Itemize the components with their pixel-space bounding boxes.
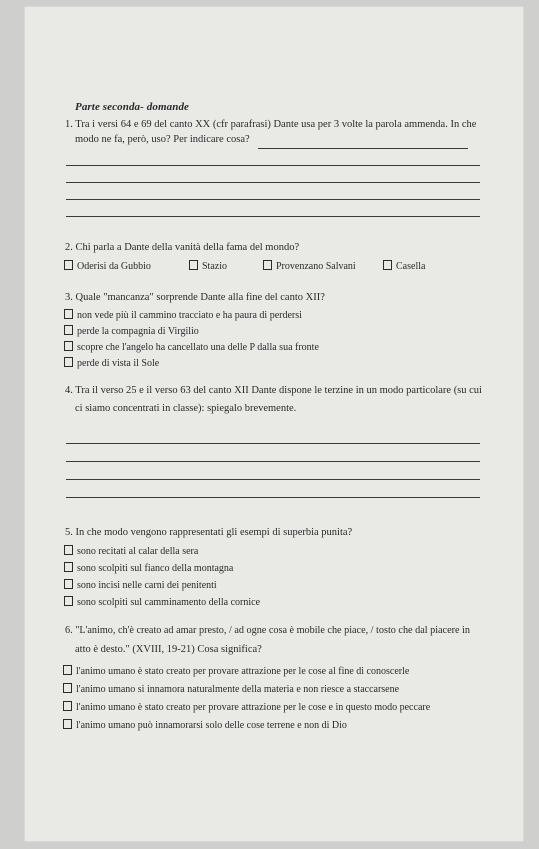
- option-3a[interactable]: [64, 309, 302, 322]
- checkbox[interactable]: [63, 683, 72, 693]
- question-6-line-2: atto è desto." (XVIII, 19-21) Cosa significa?: [75, 644, 262, 655]
- option-2c[interactable]: [263, 260, 356, 272]
- option-6d[interactable]: [63, 719, 347, 732]
- option-label: sono scolpiti sul camminamento della cornice: [77, 597, 261, 608]
- question-1-line-1: 1. Tra i versi 64 e 69 del canto XX (cfr parafrasi) Dante usa per 3 volte la parola ammenda. In che: [65, 119, 477, 130]
- option-3c[interactable]: [64, 341, 319, 354]
- option-2b[interactable]: [189, 260, 227, 272]
- answer-line[interactable]: [66, 461, 480, 462]
- checkbox[interactable]: [64, 260, 73, 270]
- checkbox[interactable]: [63, 701, 72, 711]
- checkbox[interactable]: [189, 260, 198, 270]
- option-label: l'animo umano è stato creato per provare attrazione per le cose al fine di conoscerle: [76, 666, 410, 677]
- option-6c[interactable]: [63, 701, 430, 714]
- question-1-line-2: modo ne fa, però, uso? Per indicare cosa?: [75, 134, 250, 145]
- option-label: sono scolpiti sul fianco della montagna: [77, 563, 234, 574]
- option-2d[interactable]: [383, 260, 425, 272]
- option-2a[interactable]: [64, 260, 151, 272]
- answer-line[interactable]: [66, 443, 480, 444]
- checkbox[interactable]: [263, 260, 272, 270]
- option-5c[interactable]: [64, 579, 217, 592]
- checkbox[interactable]: [64, 325, 73, 335]
- answer-line[interactable]: [66, 216, 480, 217]
- answer-line[interactable]: [66, 479, 480, 480]
- answer-line[interactable]: [66, 497, 480, 498]
- checkbox[interactable]: [63, 719, 72, 729]
- question-6-line-1: 6. "L'animo, ch'è creato ad amar presto, / ad ogne cosa è mobile che piace, / tosto che dal piacere in: [65, 625, 470, 636]
- option-label: perde la compagnia di Virgilio: [77, 326, 199, 337]
- question-2-text: 2. Chi parla a Dante della vanità della fama del mondo?: [65, 242, 300, 253]
- checkbox[interactable]: [64, 357, 73, 367]
- question-4-line-1: 4. Tra il verso 25 e il verso 63 del canto XII Dante dispone le terzine in un modo particolare (su cui: [65, 385, 482, 396]
- answer-blank-inline[interactable]: [258, 148, 468, 149]
- option-label: l'animo umano si innamora naturalmente della materia e non riesce a staccarsene: [76, 684, 400, 695]
- checkbox[interactable]: [64, 309, 73, 319]
- checkbox[interactable]: [64, 596, 73, 606]
- question-4-line-2: ci siamo concentrati in classe): spiegalo brevemente.: [75, 403, 297, 414]
- option-6a[interactable]: [63, 665, 409, 678]
- answer-line[interactable]: [66, 182, 480, 183]
- option-label: perde di vista il Sole: [77, 358, 160, 369]
- option-label: l'animo umano è stato creato per provare attrazione per le cose e in questo modo peccare: [76, 702, 431, 713]
- checkbox[interactable]: [64, 562, 73, 572]
- option-label: Stazio: [202, 261, 227, 272]
- option-label: non vede più il cammino tracciato e ha paura di perdersi: [77, 310, 302, 321]
- option-5b[interactable]: [64, 562, 233, 575]
- option-label: sono incisi nelle carni dei penitenti: [77, 580, 217, 591]
- checkbox[interactable]: [64, 545, 73, 555]
- answer-line[interactable]: [66, 199, 480, 200]
- option-label: Provenzano Salvani: [276, 261, 356, 272]
- option-label: l'animo umano può innamorarsi solo delle cose terrene e non di Dio: [76, 720, 347, 731]
- checkbox[interactable]: [64, 579, 73, 589]
- checkbox[interactable]: [383, 260, 392, 270]
- option-label: sono recitati al calar della sera: [77, 546, 199, 557]
- option-label: Oderisi da Gubbio: [77, 261, 151, 272]
- option-6b[interactable]: [63, 683, 399, 696]
- option-3d[interactable]: [64, 357, 159, 370]
- answer-line[interactable]: [66, 165, 480, 166]
- checkbox[interactable]: [64, 341, 73, 351]
- question-5-text: 5. In che modo vengono rappresentati gli esempi di superbia punita?: [65, 527, 353, 538]
- section-title: Parte seconda- domande: [75, 101, 190, 113]
- option-5a[interactable]: [64, 545, 198, 558]
- question-3-text: 3. Quale "mancanza" sorprende Dante alla fine del canto XII?: [65, 292, 325, 303]
- option-5d[interactable]: [64, 596, 260, 609]
- option-label: scopre che l'angelo ha cancellato una delle P dalla sua fronte: [77, 342, 319, 353]
- option-3b[interactable]: [64, 325, 199, 338]
- checkbox[interactable]: [63, 665, 72, 675]
- option-label: Casella: [396, 261, 426, 272]
